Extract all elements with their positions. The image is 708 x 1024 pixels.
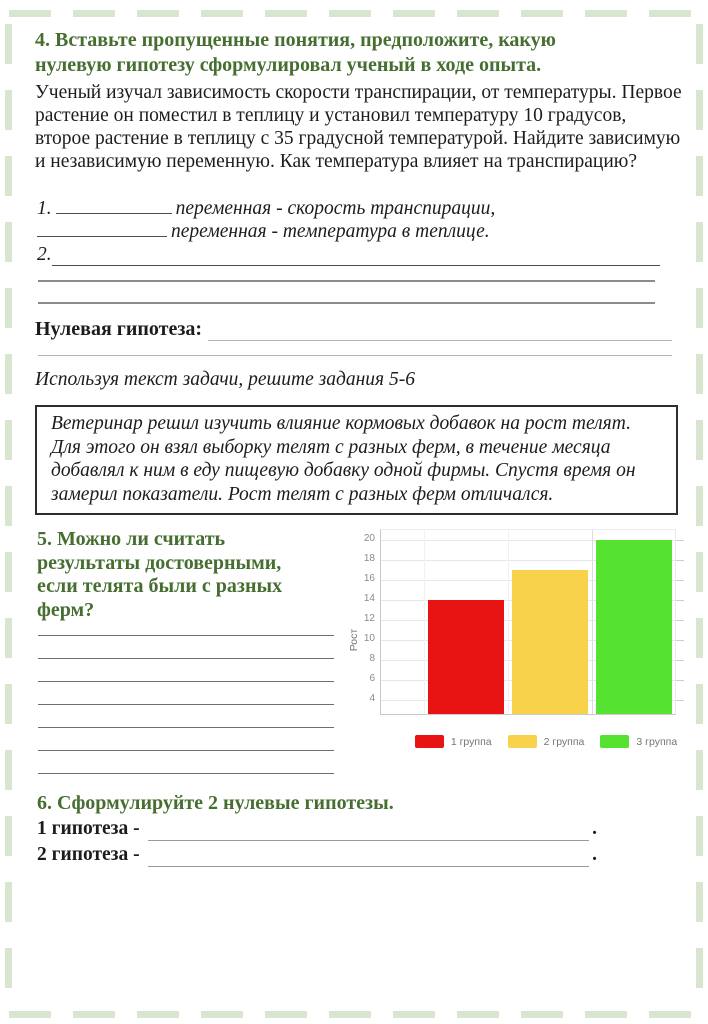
blank-line (37, 223, 167, 237)
legend-label: 3 группа (636, 735, 678, 748)
chart-vertical-gridline (424, 530, 425, 714)
chart-legend (345, 735, 693, 748)
chart-ytick-label: 14 (363, 592, 375, 604)
blank-line (38, 355, 672, 356)
chart-vertical-gridline (592, 530, 593, 714)
blank-line (38, 280, 655, 282)
line-end-period: . (592, 844, 597, 865)
chart-ytick-label: 6 (369, 672, 375, 684)
blank-line (208, 323, 672, 341)
chart-right-tick (676, 600, 684, 601)
blank-line (148, 823, 589, 841)
chart-right-tick (676, 660, 684, 661)
fill-line-3 (37, 243, 660, 266)
answer-blank-line (38, 636, 334, 659)
chart-right-tick (676, 580, 684, 581)
null-hypothesis-label: Нулевая гипотеза: (35, 318, 203, 340)
hypothesis-row-2 (37, 843, 597, 867)
fill-line-2 (37, 220, 660, 243)
chart-bar-2 (512, 570, 588, 714)
answer-blank-line (38, 659, 334, 682)
chart-ytick-label: 12 (363, 612, 375, 624)
chart-ytick-label: 16 (363, 572, 375, 584)
answer-blank-line (38, 682, 334, 705)
legend-item-1 (415, 735, 492, 748)
page-border-right (696, 24, 703, 1000)
chart-ytick-label: 18 (363, 552, 375, 564)
blank-line (52, 252, 660, 266)
chart-bar-1 (428, 600, 504, 714)
legend-swatch (508, 735, 537, 748)
answer-blank-line (38, 728, 334, 751)
chart-plot (380, 529, 676, 715)
hypothesis-1-label: 1 гипотеза - (37, 818, 140, 839)
page-border-bottom (9, 1011, 699, 1018)
chart-y-axis-label: Рост (348, 628, 360, 652)
item-number: 1. (37, 198, 52, 219)
task5-answer-lines (38, 613, 334, 774)
task4-fill-in-block (37, 197, 660, 266)
chart-right-tick (676, 640, 684, 641)
item-number: 2. (37, 244, 52, 265)
chart-ytick-label: 10 (363, 632, 375, 644)
legend-swatch (415, 735, 444, 748)
fill-line-1-text: переменная - скорость транспирации, (175, 198, 496, 219)
blank-line (148, 849, 589, 867)
answer-blank-line (38, 705, 334, 728)
legend-label: 2 группа (543, 735, 585, 748)
chart-right-tick (676, 620, 684, 621)
legend-item-2 (508, 735, 585, 748)
calf-growth-chart (345, 524, 693, 760)
legend-item-3 (600, 735, 677, 748)
fill-line-2-text: переменная - температура в теплице. (171, 221, 490, 242)
task5-title: 5. Можно ли считать результаты достоверными, если телята были с разных ферм? (37, 528, 283, 621)
blank-line (38, 302, 655, 304)
blank-line (56, 200, 172, 214)
fill-line-1 (37, 197, 660, 220)
chart-right-tick (676, 700, 684, 701)
task4-body: Ученый изучал зависимость скорости транспирации, от температуры. Первое растение он поместил в теплицу и установил температуру 10 градусов, второе растение в теплицу с 35 градусной температурой. Найдите зависимую и независимую переменную. Как температура влияет на транспирацию? (35, 82, 682, 172)
line-end-period: . (592, 818, 597, 839)
chart-vertical-gridline (508, 530, 509, 714)
chart-ytick-label: 8 (369, 652, 375, 664)
answer-blank-line (38, 751, 334, 774)
hypothesis-row-1 (37, 817, 597, 841)
chart-ytick-label: 20 (363, 532, 375, 544)
page-border-top (9, 10, 699, 17)
chart-right-tick (676, 540, 684, 541)
chart-right-tick (676, 680, 684, 681)
chart-bar-3 (596, 540, 672, 714)
chart-right-tick (676, 560, 684, 561)
answer-blank-line (38, 613, 334, 636)
chart-ytick-label: 4 (369, 692, 375, 704)
page-border-left (5, 24, 12, 1000)
legend-label: 1 группа (450, 735, 492, 748)
legend-swatch (600, 735, 629, 748)
chart-vertical-gridline (675, 530, 676, 714)
case-description-box: Ветеринар решил изучить влияние кормовых добавок на рост телят. Для этого он взял выборку телят с разных ферм, в течение месяца добавлял к ним в еду пищевую добавку одной фирмы. Спустя время он замерил показатели. Рост телят с разных ферм отличался. (35, 405, 678, 515)
instruction-note: Используя текст задачи, решите задания 5-6 (35, 369, 415, 390)
task4-title: 4. Вставьте пропущенные понятия, предположите, какую нулевую гипотезу сформулировал ученый в ходе опыта. (35, 29, 556, 76)
hypothesis-2-label: 2 гипотеза - (37, 844, 140, 865)
null-hypothesis-row (35, 317, 672, 341)
task6-title: 6. Сформулируйте 2 нулевые гипотезы. (37, 792, 394, 814)
